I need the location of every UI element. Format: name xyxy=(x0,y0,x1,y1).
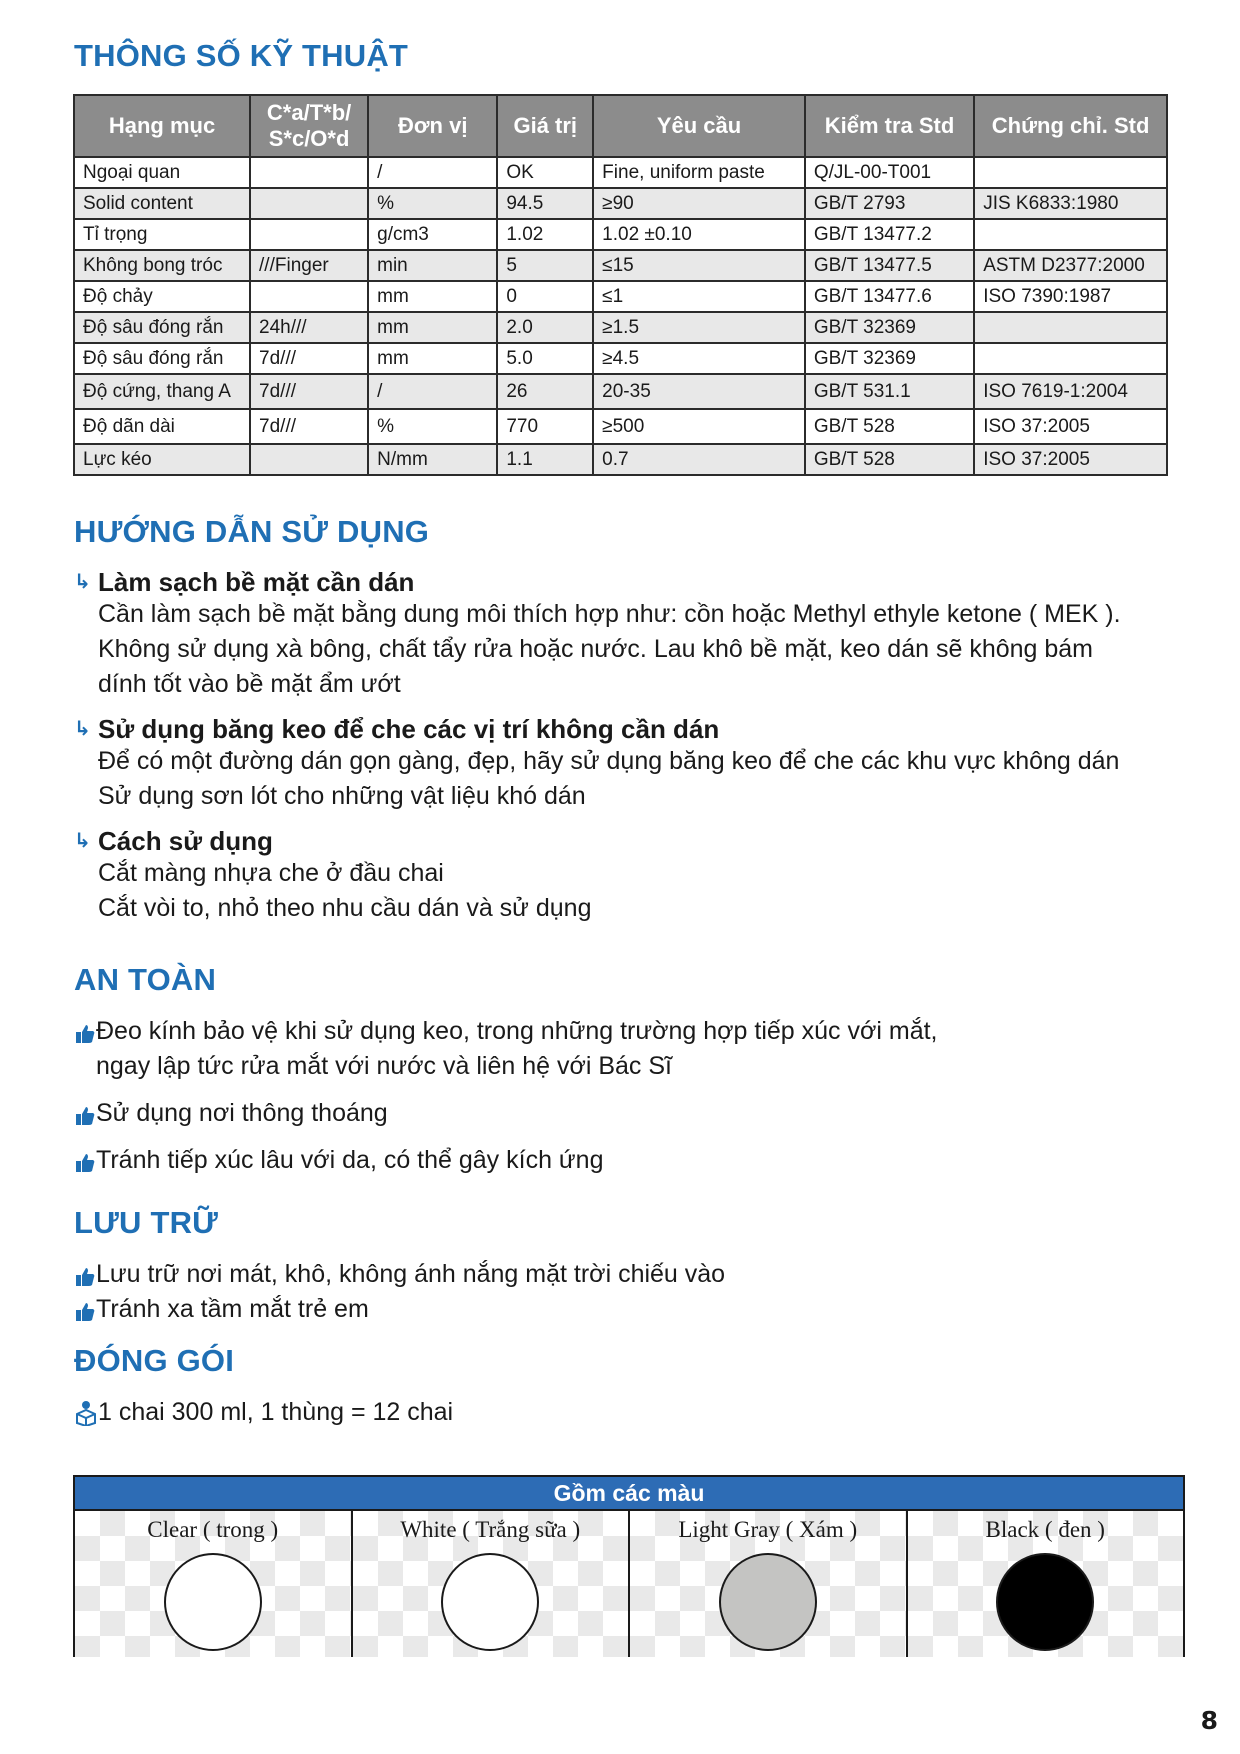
cell-test-std: GB/T 13477.5 xyxy=(805,250,974,281)
cell-requirement: 20-35 xyxy=(593,374,805,409)
cell-condition: 7d/// xyxy=(250,374,368,409)
color-swatch xyxy=(996,1553,1094,1651)
cell-condition: 7d/// xyxy=(250,343,368,374)
column-header: C*a/T*b/ S*c/O*d xyxy=(250,95,368,157)
usage-line: Sử dụng sơn lót cho những vật liệu khó dán xyxy=(98,782,586,810)
color-swatch xyxy=(441,1553,539,1651)
safety-text: Sử dụng nơi thông thoáng xyxy=(96,1099,388,1127)
cell-test-std: GB/T 2793 xyxy=(805,188,974,219)
cell-test-std: GB/T 13477.6 xyxy=(805,281,974,312)
cell-condition: 24h/// xyxy=(250,312,368,343)
cell-item: Tỉ trọng xyxy=(74,219,250,250)
cell-item: Solid content xyxy=(74,188,250,219)
thumbs-up-icon xyxy=(74,1023,96,1045)
cell-cert-std: JIS K6833:1980 xyxy=(974,188,1167,219)
colors-box xyxy=(73,1475,1185,1657)
cell-cert-std: ISO 37:2005 xyxy=(974,444,1167,475)
colors-header: Gồm các màu xyxy=(75,1477,1183,1511)
column-header: Giá trị xyxy=(497,95,593,157)
cell-item: Độ sâu đóng rắn xyxy=(74,343,250,374)
cell-item: Độ chảy xyxy=(74,281,250,312)
cell-item: Ngoại quan xyxy=(74,157,250,188)
spec-table-row xyxy=(74,219,1167,250)
storage-list xyxy=(74,1257,1184,1327)
thumbs-up-icon xyxy=(74,1152,96,1174)
color-option-black xyxy=(908,1511,1184,1657)
usage-heading: Làm sạch bề mặt cần dán xyxy=(98,567,415,597)
spec-section-title: THÔNG SỐ KỸ THUẬT xyxy=(74,38,409,73)
color-swatch xyxy=(719,1553,817,1651)
cell-unit: % xyxy=(368,409,497,444)
cell-item: Lực kéo xyxy=(74,444,250,475)
cell-value: 26 xyxy=(497,374,593,409)
cell-requirement: ≤15 xyxy=(593,250,805,281)
safety-section-title: AN TOÀN xyxy=(74,962,217,997)
column-header: Chứng chỉ. Std xyxy=(974,95,1167,157)
storage-item xyxy=(74,1257,1184,1292)
color-swatch xyxy=(164,1553,262,1651)
cell-value: 94.5 xyxy=(497,188,593,219)
cell-unit: mm xyxy=(368,281,497,312)
cell-cert-std xyxy=(974,157,1167,188)
spec-table-row xyxy=(74,188,1167,219)
safety-item xyxy=(74,1014,1184,1084)
page-number: 8 xyxy=(1200,1706,1218,1735)
cell-condition xyxy=(250,219,368,250)
usage-line: Cắt vòi to, nhỏ theo nhu cầu dán và sử dụng xyxy=(98,894,592,922)
usage-item xyxy=(74,826,1184,926)
storage-text: Lưu trữ nơi mát, khô, không ánh nắng mặt trời chiếu vào xyxy=(96,1260,726,1288)
color-name: Clear ( trong ) xyxy=(147,1517,279,1542)
cell-item: Không bong tróc xyxy=(74,250,250,281)
cell-item: Độ sâu đóng rắn xyxy=(74,312,250,343)
cell-cert-std: ISO 37:2005 xyxy=(974,409,1167,444)
usage-item xyxy=(74,714,1184,814)
spec-table-row xyxy=(74,281,1167,312)
cell-value: 770 xyxy=(497,409,593,444)
cell-test-std: GB/T 13477.2 xyxy=(805,219,974,250)
spec-table xyxy=(73,94,1168,476)
color-name: Black ( đen ) xyxy=(985,1517,1105,1542)
cell-cert-std xyxy=(974,219,1167,250)
safety-text: Tránh tiếp xúc lâu với da, có thể gây kích ứng xyxy=(96,1146,604,1174)
cell-value: 5 xyxy=(497,250,593,281)
cell-item: Độ dãn dài xyxy=(74,409,250,444)
cell-requirement: 0.7 xyxy=(593,444,805,475)
spec-table-row xyxy=(74,374,1167,409)
spec-table-row xyxy=(74,250,1167,281)
usage-line: Cần làm sạch bề mặt bằng dung môi thích hợp như: cồn hoặc Methyl ethyle ketone ( MEK ). xyxy=(98,600,1121,628)
cell-test-std: GB/T 32369 xyxy=(805,343,974,374)
curved-arrow-icon: ↳ xyxy=(74,571,91,593)
packing-info xyxy=(74,1395,1184,1430)
usage-line: Không sử dụng xà bông, chất tẩy rửa hoặc nước. Lau khô bề mặt, keo dán sẽ không bám xyxy=(98,635,1094,663)
cell-unit: % xyxy=(368,188,497,219)
cell-test-std: GB/T 531.1 xyxy=(805,374,974,409)
cell-test-std: Q/JL-00-T001 xyxy=(805,157,974,188)
cell-condition: 7d/// xyxy=(250,409,368,444)
cell-condition xyxy=(250,444,368,475)
cell-cert-std: ISO 7619-1:2004 xyxy=(974,374,1167,409)
color-name: White ( Trắng sữa ) xyxy=(400,1517,581,1542)
column-header: Đơn vị xyxy=(368,95,497,157)
column-header: Hạng mục xyxy=(74,95,250,157)
spec-table-row xyxy=(74,409,1167,444)
usage-section-title: HƯỚNG DẪN SỬ DỤNG xyxy=(74,514,430,549)
color-option-white xyxy=(353,1511,631,1657)
spec-table-header-row xyxy=(74,95,1167,157)
usage-heading: Sử dụng băng keo để che các vị trí không cần dán xyxy=(98,714,720,744)
usage-heading: Cách sử dụng xyxy=(98,826,273,856)
usage-line: Để có một đường dán gọn gàng, đẹp, hãy sử dụng băng keo để che các khu vực không dán xyxy=(98,747,1120,775)
cell-unit: mm xyxy=(368,312,497,343)
spec-table-row xyxy=(74,312,1167,343)
color-option-light-gray xyxy=(630,1511,908,1657)
spec-table-row xyxy=(74,157,1167,188)
cell-item: Độ cứng, thang A xyxy=(74,374,250,409)
column-header: Kiểm tra Std xyxy=(805,95,974,157)
column-header: Yêu cầu xyxy=(593,95,805,157)
cell-unit: / xyxy=(368,374,497,409)
cell-test-std: GB/T 32369 xyxy=(805,312,974,343)
curved-arrow-icon: ↳ xyxy=(74,830,91,852)
person-box-icon xyxy=(74,1400,98,1426)
cell-unit: / xyxy=(368,157,497,188)
cell-requirement: ≥500 xyxy=(593,409,805,444)
curved-arrow-icon: ↳ xyxy=(74,718,91,740)
cell-unit: min xyxy=(368,250,497,281)
storage-section-title: LƯU TRỮ xyxy=(74,1205,219,1240)
safety-list xyxy=(74,1014,1184,1190)
cell-value: 1.1 xyxy=(497,444,593,475)
cell-test-std: GB/T 528 xyxy=(805,444,974,475)
cell-condition: ///Finger xyxy=(250,250,368,281)
cell-unit: mm xyxy=(368,343,497,374)
spec-table-row xyxy=(74,444,1167,475)
storage-item xyxy=(74,1292,1184,1327)
cell-value: 1.02 xyxy=(497,219,593,250)
spec-table-row xyxy=(74,343,1167,374)
thumbs-up-icon xyxy=(74,1266,96,1288)
usage-line: Cắt màng nhựa che ở đầu chai xyxy=(98,859,444,887)
color-name: Light Gray ( Xám ) xyxy=(678,1517,858,1542)
cell-requirement: ≥90 xyxy=(593,188,805,219)
cell-value: 2.0 xyxy=(497,312,593,343)
cell-cert-std: ASTM D2377:2000 xyxy=(974,250,1167,281)
safety-item xyxy=(74,1096,1184,1131)
safety-text: Đeo kính bảo vệ khi sử dụng keo, trong những trường hợp tiếp xúc với mắt, ngay lập tức rửa mắt với nước và liên hệ với Bác Sĩ xyxy=(96,1017,938,1080)
cell-condition xyxy=(250,188,368,219)
cell-value: OK xyxy=(497,157,593,188)
usage-item xyxy=(74,567,1184,702)
cell-cert-std xyxy=(974,343,1167,374)
cell-unit: N/mm xyxy=(368,444,497,475)
cell-test-std: GB/T 528 xyxy=(805,409,974,444)
cell-value: 0 xyxy=(497,281,593,312)
cell-requirement: Fine, uniform paste xyxy=(593,157,805,188)
cell-condition xyxy=(250,281,368,312)
cell-requirement: ≥1.5 xyxy=(593,312,805,343)
cell-condition xyxy=(250,157,368,188)
packing-text: 1 chai 300 ml, 1 thùng = 12 chai xyxy=(98,1398,454,1426)
cell-unit: g/cm3 xyxy=(368,219,497,250)
usage-line: dính tốt vào bề mặt ẩm ướt xyxy=(98,670,401,698)
cell-requirement: 1.02 ±0.10 xyxy=(593,219,805,250)
cell-cert-std xyxy=(974,312,1167,343)
usage-list xyxy=(74,567,1184,938)
thumbs-up-icon xyxy=(74,1301,96,1323)
color-option-clear xyxy=(75,1511,353,1657)
cell-requirement: ≤1 xyxy=(593,281,805,312)
cell-requirement: ≥4.5 xyxy=(593,343,805,374)
packing-section-title: ĐÓNG GÓI xyxy=(74,1343,235,1378)
cell-cert-std: ISO 7390:1987 xyxy=(974,281,1167,312)
cell-value: 5.0 xyxy=(497,343,593,374)
thumbs-up-icon xyxy=(74,1105,96,1127)
storage-text: Tránh xa tầm mắt trẻ em xyxy=(96,1295,369,1323)
safety-item xyxy=(74,1143,1184,1178)
